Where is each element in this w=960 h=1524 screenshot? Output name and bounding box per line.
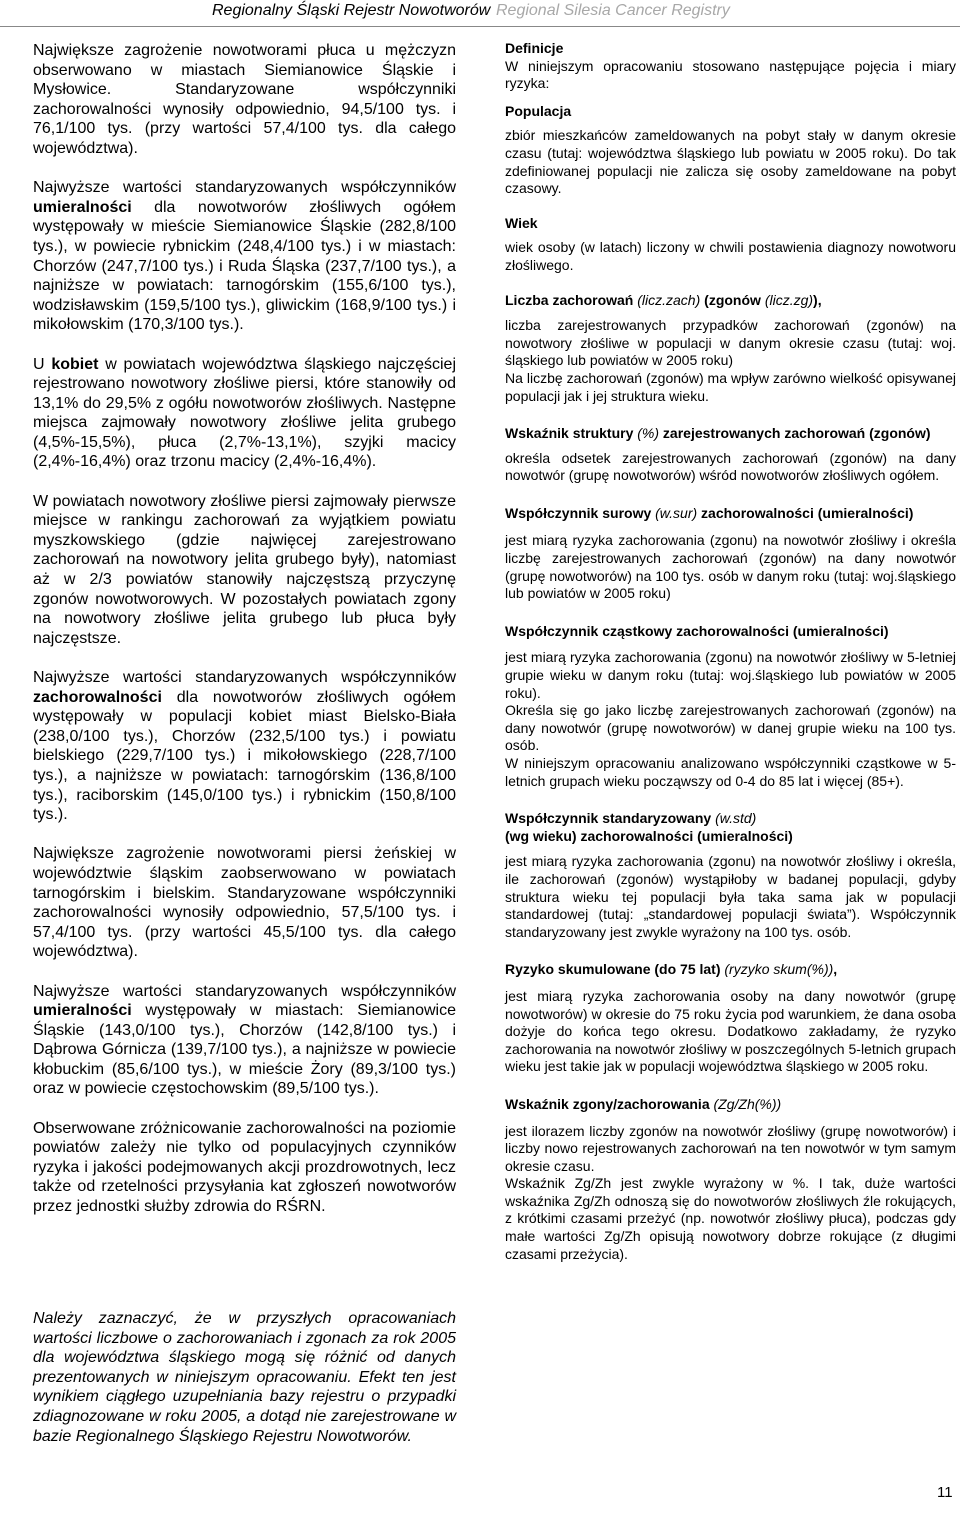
term-wspolczynnik-standaryzowany	[505, 810, 956, 845]
def-wskaznik-zgony-1: jest ilorazem liczby zgonów na nowotwór złośliwy (grupę nowotworów) i liczby nowo rejestrowanych zachorowań na ten nowotwór w tym samym okresie czasu.	[505, 1122, 956, 1174]
term-wiek: Wiek	[505, 214, 538, 231]
text: występowały w miastach: Siemianowice Śląskie (143,0/100 tys.), Chorzów (142,8/100 tys.) i Dąbrowa Górnicza (139,7/100 tys.), a najniższe w powiecie kłobuckim (85,6/100 tys.), w mieście Żory (89,3/100 tys.) oraz w powiecie częstochowskim (89,5/100 tys.).	[33, 1002, 456, 1098]
page-header	[0, 0, 960, 30]
term-ryzyko-skumulowane	[505, 961, 956, 979]
text: U	[33, 355, 52, 373]
paragraph-lung-men: Największe zagrożenie nowotworami płuca u mężczyzn obserwowano w miastach Siemianowice Śląskie i Mysłowice. Standaryzowane współczynniki zachorowalności wynosiły odpowiednio, 94,5/100 tys. i 76,1/100 tys. (przy wartości 57,4/100 tys. dla całego województwa).	[33, 42, 456, 157]
text: Najwyższe wartości standaryzowanych współczynników	[33, 179, 456, 197]
text: Współczynnik surowy	[505, 504, 656, 521]
bold-term: umieralności	[33, 1002, 132, 1020]
header-title-en: Regional Silesia Cancer Registry	[496, 2, 730, 19]
paragraph-mortality-women	[33, 982, 456, 1100]
italic-note: Należy zaznaczyć, że w przyszłych opracowaniach wartości liczbowe o zachorowaniach i zgonach za rok 2005 dla województwa śląskiego mogą się różnić od danych prezentowanych w niniejszym opracowaniu. Efekt ten jest wynikiem ciągłego uzupełniania bazy rejestru o przypadki zdiagnozowane w roku 2005, a dotąd nie zarejestrowane w bazie Regionalnego Śląskiego Rejestru Nowotworów.	[33, 1310, 456, 1445]
term-wskaznik-zgony	[505, 1096, 956, 1114]
def-wskaznik-zgony-2: Wskaźnik Zg/Zh jest zwykle wyrażony w %. I tak, duże wartości wskaźnika Zg/Zh odnoszą się do nowotworów złośliwych źle rokujących, z krótkimi czasami przeżyć (np. nowotwór złośliwy płuca), podczas gdy małe wartości Zg/Zh opisują nowotwory dobrze rokujące (z długimi czasami przeżycia).	[505, 1175, 956, 1262]
def-wiek: wiek osoby (w latach) liczony w chwili postawienia diagnozy nowotworu złośliwego.	[505, 239, 956, 273]
text: zarejestrowanych zachorowań (zgonów)	[659, 425, 931, 442]
italic-text: (licz.zg)	[764, 291, 814, 308]
paragraph-variation: Obserwowane zróżnicowanie zachorowalności na poziomie powiatów zależy nie tylko od populacyjnych czynników ryzyka i jakości podejmowanych akcji prozdrowotnych, lecz także od rzetelności przysyłania kat zgłoszeń nowotworów przez jednostki służby zdrowia do RŚRN.	[33, 1119, 456, 1216]
bold-term: kobiet	[51, 355, 99, 373]
def-liczba-1: liczba zarejestrowanych przypadków zachorowań (zgonów) na nowotwory złośliwe w populacji w danym okresie czasu (tutaj: woj. śląskiego lub powiatów w 2005 roku)	[505, 317, 956, 369]
def-ryzyko-skumulowane: jest miarą ryzyka zachorowania osoby na dany nowotwór (grupę nowotworów) w okresie do 75 roku życia pod warunkiem, że dana osoba dożyje do końca tego okresu. Dodatkowo zakładamy, że ryzyko zachorowania na nowotwór złośliwy w poszczególnych 5-letnich grupach wieku jest takie jak w populacji województwa śląskiego w 2005 roku.	[505, 987, 956, 1075]
text: Liczba zachorowań	[505, 291, 638, 308]
left-column	[33, 41, 456, 1236]
term-wspolczynnik-czastkowy: Współczynnik cząstkowy zachorowalności (umieralności)	[505, 622, 889, 639]
text: ,	[833, 961, 838, 978]
paragraph-breast-risk: Największe zagrożenie nowotworami piersi żeńskiej w województwie śląskim zaobserwowano w powiatach tarnogórskim i bielskim. Standaryzowane współczynniki zachorowalności wynosiły odpowiednio, 57,5/100 tys. i 57,4/100 tys. (przy wartości 45,5/100 tys. dla całego województwa).	[33, 845, 456, 961]
paragraph-breast-counties: W powiatach nowotwory złośliwe piersi zajmowały pierwsze miejsce w rankingu zachorowań za wyjątkiem powiatu myszkowskiego (gdzie najwięcej zarejestrowano zachorowań na nowotwory jelita grubego były), natomiast aż w 2/3 powiatów stanowiły najczęstszą przyczynę zgonów nowotworowych. W pozostałych powiatach zgony na nowotwory złośliwe jelita grubego lub płuca były najczęstsze.	[33, 492, 456, 647]
text: Wskaźnik zgony/zachorowania	[505, 1095, 714, 1112]
def-standaryzowany: jest miarą ryzyka zachorowania (zgonu) na nowotwór złośliwy i określa, ile zachorowań (zgonów) wystąpiłoby w badanej populacji, gdyby struktura wieku tej populacji była taka sama jak w populacji standardowej (tutaj: „standardowej populacji świata”). Współczynnik standaryzowany jest zwykle wyrażony na 100 tys. osób.	[505, 853, 956, 940]
page-number: 11	[937, 1484, 953, 1501]
bold-term: umieralności	[33, 198, 132, 216]
italic-text: (licz.zach)	[637, 291, 701, 308]
term-populacja: Populacja	[505, 102, 572, 119]
italic-text: (Zg/Zh(%))	[713, 1095, 782, 1112]
term-liczba	[505, 292, 956, 310]
bold-term: zachorowalności	[33, 688, 162, 706]
italic-text: (w.std)	[715, 810, 757, 827]
italic-text: (w.sur)	[655, 504, 698, 521]
text: Wskaźnik struktury	[505, 425, 638, 442]
right-column-definitions	[505, 40, 956, 1263]
text: dla nowotworów złośliwych ogółem występowały w populacji kobiet miast Bielsko-Biała (238,0/100 tys.), Chorzów (232,5/100 tys.) i powiatu bielskiego (229,7/100 tys.) i mikołowskiego (228,7/100 tys.), a najniższe w powiatach: tarnogórskim (136,8/100 tys.), raciborskim (145,0/100 tys.) i rybnickim (150,8/100 tys.).	[33, 688, 456, 824]
text: Ryzyko skumulowane (do 75 lat)	[505, 961, 725, 978]
text: w powiatach województwa śląskiego najczęściej rejestrowano nowotwory złośliwe piersi, które stanowiły od 13,1% do 29,5% z ogółu nowotworów złośliwych. Następne miejsca zajmowały nowotwory złośliwe jelita grubego (4,5%-15,5%), płuca (2,7%-13,1%), szyjki macicy (2,4%-16,4%) oraz trzonu macicy (2,4%-16,4%).	[33, 355, 456, 471]
def-czastkowy-3: W niniejszym opracowaniu analizowano współczynniki cząstkowe w 5-letnich grupach wieku począwszy od 0-4 do 85 lat i więcej (85+).	[505, 755, 956, 789]
text: (wg wieku) zachorowalności (umieralności)	[505, 827, 793, 844]
paragraph-women-incidence	[33, 355, 456, 473]
definitions-heading: Definicje	[505, 40, 564, 56]
definitions-intro: W niniejszym opracowaniu stosowano następujące pojęcia i miary ryzyka:	[505, 57, 956, 92]
italic-text: (%)	[637, 425, 660, 442]
text: Najwyższe wartości standaryzowanych współczynników	[33, 669, 456, 686]
text: zachorowalności (umieralności)	[697, 504, 914, 521]
term-wspolczynnik-surowy	[505, 505, 956, 523]
paragraph-incidence-women	[33, 668, 456, 825]
text: Współczynnik standaryzowany	[505, 810, 716, 827]
text: (zgonów	[700, 291, 765, 308]
term-wskaznik-struktury	[505, 425, 956, 443]
italic-text: (ryzyko skum(%))	[724, 961, 834, 978]
text: ),	[813, 291, 822, 308]
def-liczba-2: Na liczbę zachorowań (zgonów) ma wpływ zarówno wielkość opisywanej populacji jak i jej struktura wieku.	[505, 369, 956, 404]
text: Najwyższe wartości standaryzowanych współczynników	[33, 982, 456, 1000]
def-wskaznik-struktury: określa odsetek zarejestrowanych zachorowań (zgonów) na dany nowotwór (grupę nowotworów) wśród nowotworów złośliwych ogółem.	[505, 449, 956, 484]
def-czastkowy-1: jest miarą ryzyka zachorowania (zgonu) na nowotwór złośliwy w 5-letniej grupie wieku w danym roku (tutaj: woj.śląskiego lub powiatów w 2005 roku).	[505, 649, 956, 701]
def-wspolczynnik-surowy: jest miarą ryzyka zachorowania (zgonu) na nowotwór złośliwy i określa liczbę zarejestrowanych zachorowań (zgonów) na dany nowotwór (grupę nowotworów) na 100 tys. osób w danym roku (tutaj: woj.śląskiego lub powiatów w 2005 roku)	[505, 532, 956, 602]
text: dla nowotworów złośliwych ogółem występowały w mieście Siemianowice Śląskie (282,8/100 tys.), w powiecie rybnickim (248,4/100 tys.) i w miastach: Chorzów (247,7/100 tys.) i Ruda Śląska (237,7/100 tys.), a najniższe w powiatach: tarnogórskim (155,6/100 tys.), wodzisławskim (159,5/100 tys.), gliwickim (168,9/100 tys.) i mikołowskim (170,3/100 tys.).	[33, 198, 456, 334]
header-title-pl: Regionalny Śląski Rejestr Nowotworów	[212, 2, 491, 19]
paragraph-mortality-men	[33, 178, 456, 335]
header-rule	[0, 26, 960, 27]
def-czastkowy-2: Określa się go jako liczbę zarejestrowanych zachorowań (zgonów) na dany nowotwór (grupę nowotworów) w danej grupie wieku na 100 tys. osób.	[505, 702, 956, 754]
def-populacja: zbiór mieszkańców zameldowanych na pobyt stały w danym okresie czasu (tutaj: województwa śląskiego lub powiatu w 2005 roku). Do tak zdefiniowanej populacji nie zalicza się osoby zameldowane na pobyt czasowy.	[505, 127, 956, 197]
